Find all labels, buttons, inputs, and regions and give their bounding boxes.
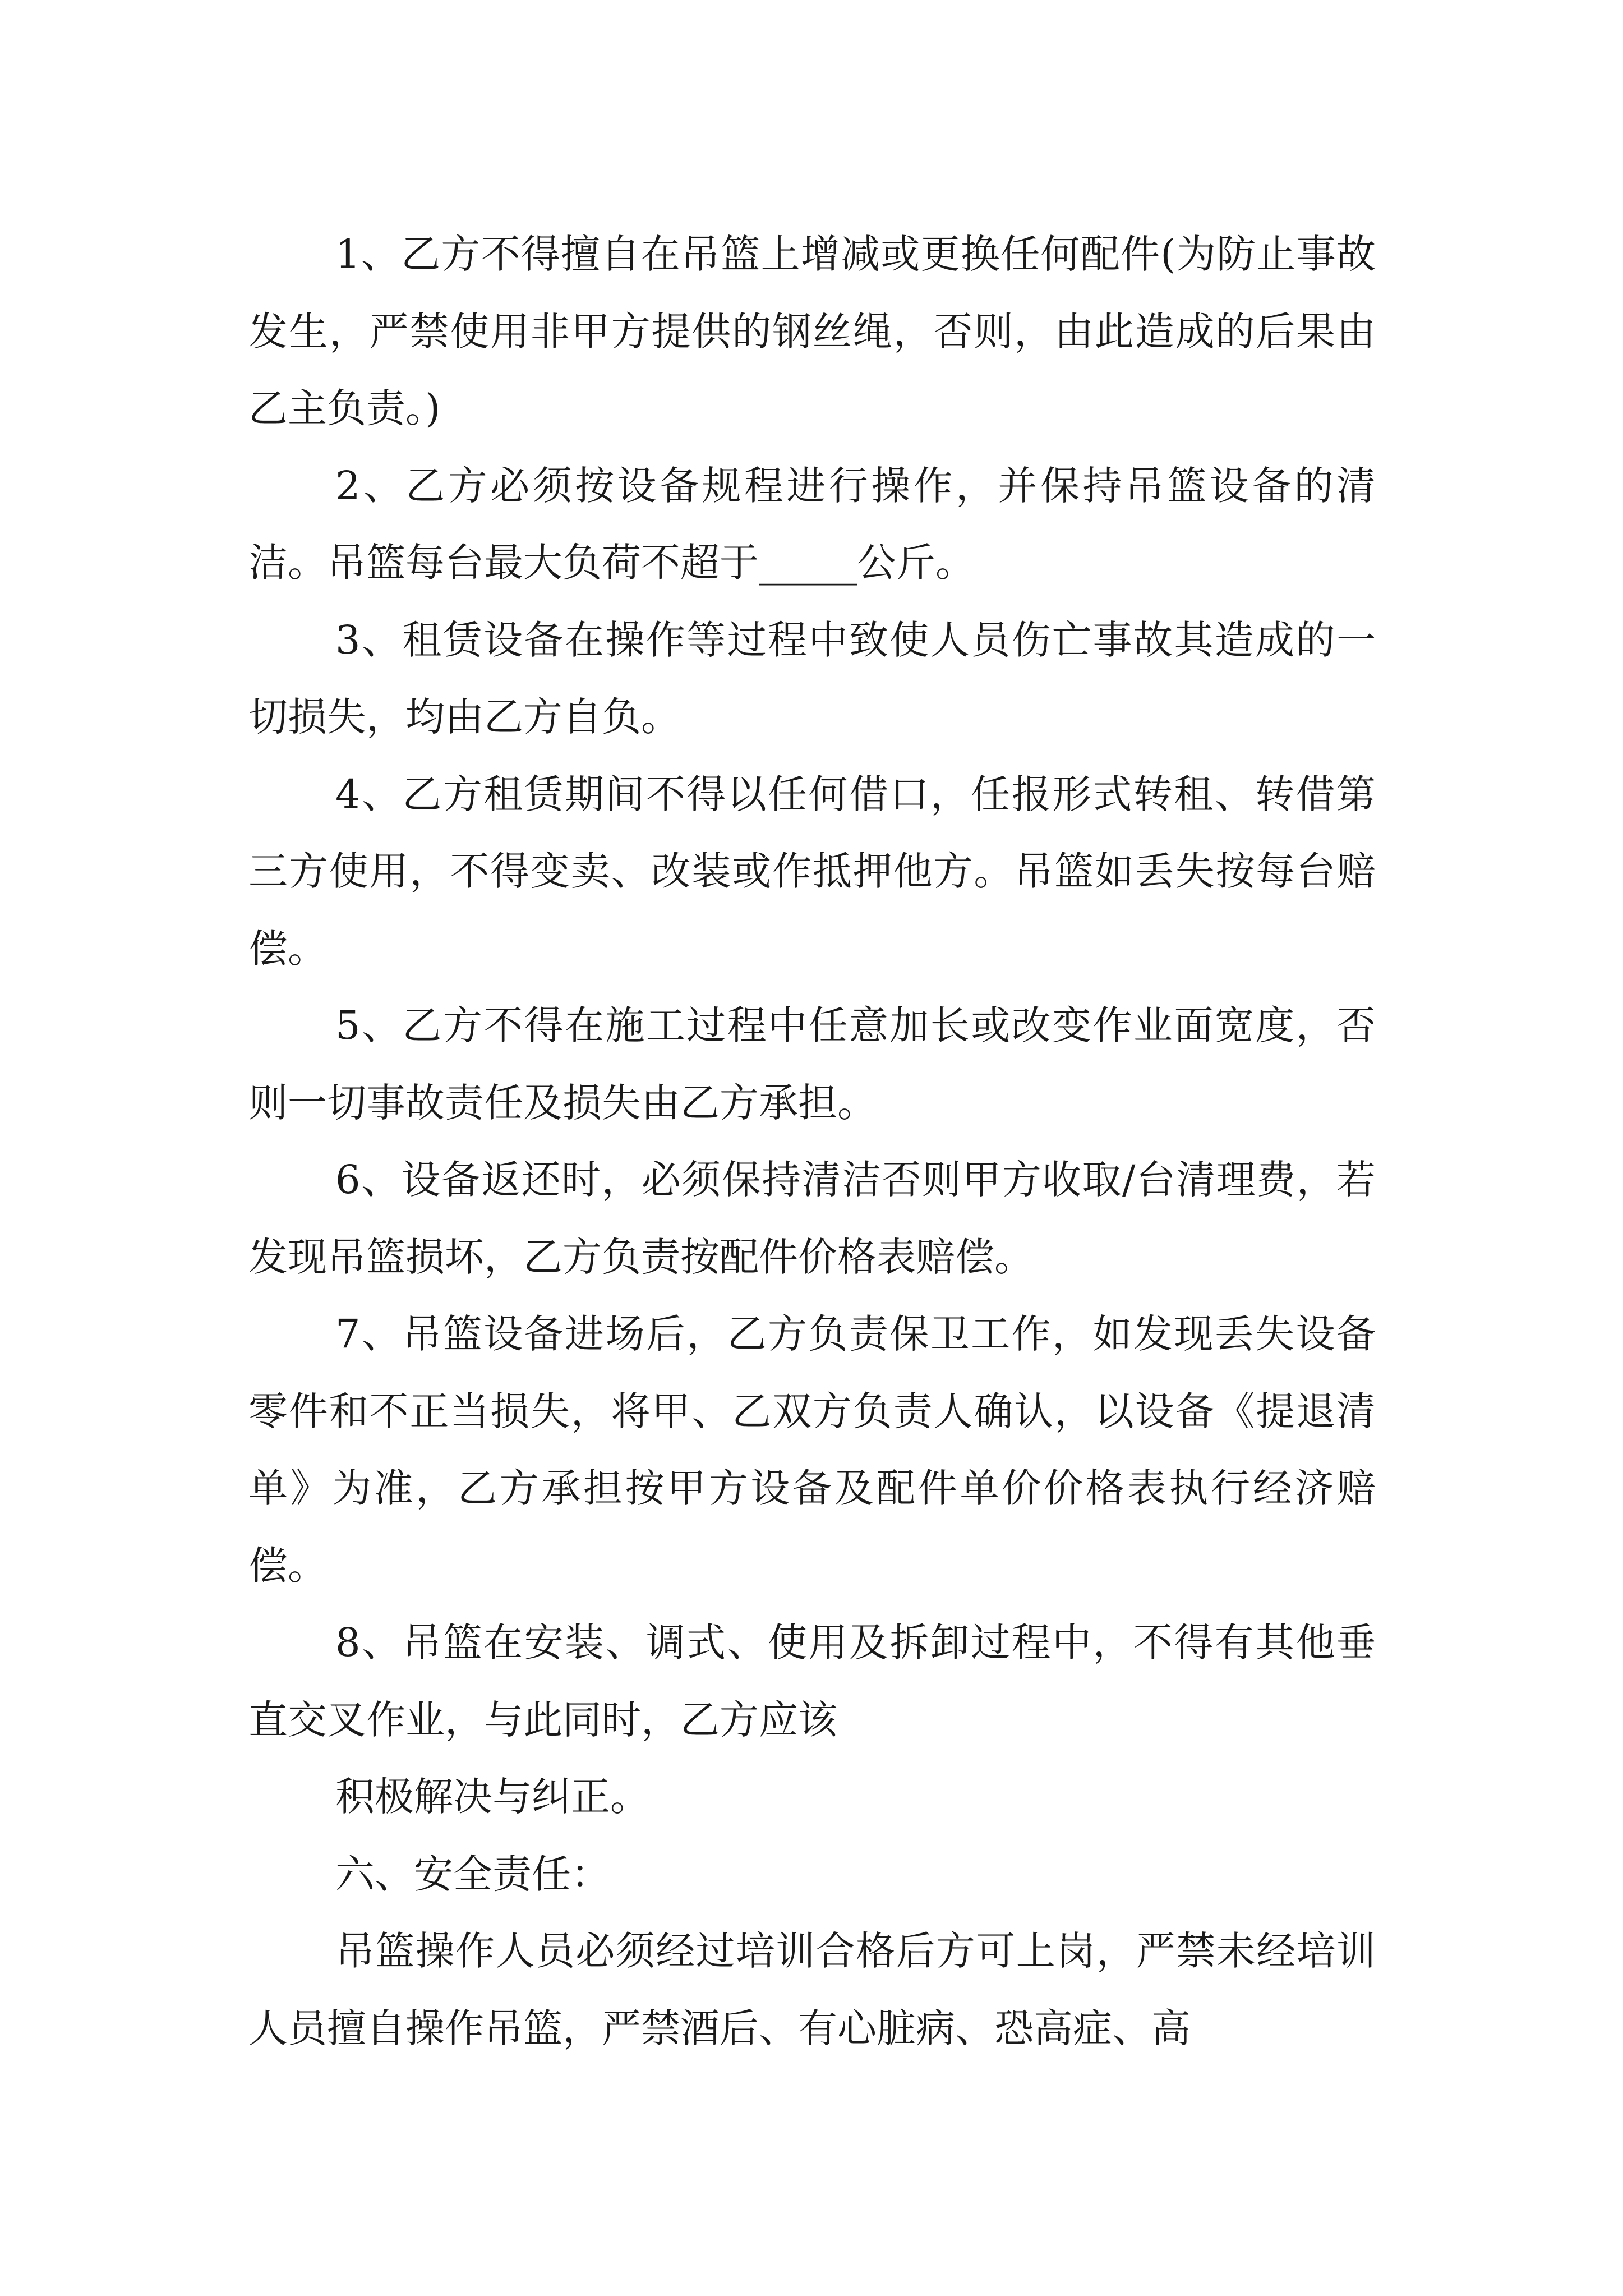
document-body bbox=[248, 216, 1376, 2067]
clause-8-continuation: 积极解决与纠正。 bbox=[335, 1774, 649, 1820]
clause-7: 7、吊篮设备进场后，乙方负责保卫工作，如发现丢失设备零件和不正当损失，将甲、乙双方负责人确认，以设备《提退清单》为准，乙方承担按甲方设备及配件单价价格表执行经济赔偿。 bbox=[248, 1311, 1376, 1589]
safety-paragraph: 吊篮操作人员必须经过培训合格后方可上岗，严禁未经培训人员擅自操作吊篮，严禁酒后、有心脏病、恐高症、高 bbox=[248, 1928, 1376, 2051]
clause-6: 6、设备返还时，必须保持清洁否则甲方收取/台清理费，若发现吊篮损坏，乙方负责按配件价格表赔偿。 bbox=[248, 1157, 1376, 1280]
clause-8: 8、吊篮在安装、调式、使用及拆卸过程中，不得有其他垂直交叉作业，与此同时，乙方应该 bbox=[248, 1619, 1376, 1743]
clause-4: 4、乙方租赁期间不得以任何借口，任报形式转租、转借第三方使用，不得变卖、改装或作抵押他方。吊篮如丢失按每台赔偿。 bbox=[248, 771, 1376, 972]
clause-2: 2、乙方必须按设备规程进行操作，并保持吊篮设备的清洁。吊篮每台最大负荷不超于_____公斤。 bbox=[248, 462, 1376, 586]
section-heading-safety: 六、安全责任： bbox=[335, 1851, 610, 1897]
clause-1: 1、乙方不得擅自在吊篮上增减或更换任何配件(为防止事故发生，严禁使用非甲方提供的钢丝绳，否则，由此造成的后果由乙主负责。) bbox=[248, 231, 1376, 431]
clause-3: 3、租赁设备在操作等过程中致使人员伤亡事故其造成的一切损失，均由乙方自负。 bbox=[248, 616, 1376, 740]
clause-5: 5、乙方不得在施工过程中任意加长或改变作业面宽度，否则一切事故责任及损失由乙方承担。 bbox=[248, 1002, 1376, 1126]
